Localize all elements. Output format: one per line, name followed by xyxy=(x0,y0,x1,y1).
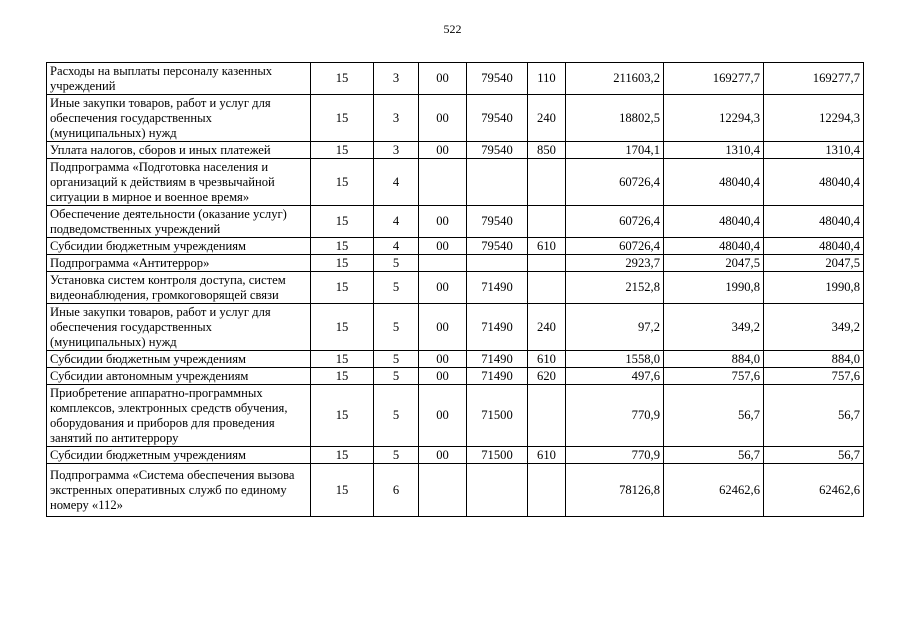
table-row xyxy=(47,159,864,206)
row-name: Приобретение аппаратно-программных комплексов, электронных средств обучения, оборудования и приборов для проведения занятий по антитеррору xyxy=(47,385,311,447)
table-row xyxy=(47,255,864,272)
value-2: 1990,8 xyxy=(664,272,764,304)
row-name: Обеспечение деятельности (оказание услуг) подведомственных учреждений xyxy=(47,206,311,238)
row-name: Подпрограмма «Система обеспечения вызова экстренных оперативных служб по единому номеру «112» xyxy=(47,464,311,517)
code-2: 3 xyxy=(374,95,419,142)
table-row xyxy=(47,238,864,255)
code-3: 00 xyxy=(419,385,467,447)
value-2: 2047,5 xyxy=(664,255,764,272)
table-row xyxy=(47,447,864,464)
code-5: 110 xyxy=(528,63,566,95)
value-2: 56,7 xyxy=(664,385,764,447)
code-2: 4 xyxy=(374,159,419,206)
table-row xyxy=(47,368,864,385)
value-3: 1990,8 xyxy=(764,272,864,304)
value-3: 2047,5 xyxy=(764,255,864,272)
budget-table xyxy=(46,62,864,517)
code-5 xyxy=(528,159,566,206)
value-2: 12294,3 xyxy=(664,95,764,142)
code-5 xyxy=(528,464,566,517)
code-1: 15 xyxy=(311,351,374,368)
code-1: 15 xyxy=(311,464,374,517)
table-row xyxy=(47,142,864,159)
row-name: Расходы на выплаты персоналу казенных учреждений xyxy=(47,63,311,95)
code-1: 15 xyxy=(311,63,374,95)
value-1: 2152,8 xyxy=(566,272,664,304)
value-2: 48040,4 xyxy=(664,238,764,255)
code-2: 5 xyxy=(374,272,419,304)
code-3: 00 xyxy=(419,206,467,238)
value-1: 97,2 xyxy=(566,304,664,351)
code-1: 15 xyxy=(311,447,374,464)
code-4 xyxy=(467,255,528,272)
table-row xyxy=(47,63,864,95)
code-3: 00 xyxy=(419,238,467,255)
code-5: 610 xyxy=(528,447,566,464)
code-4: 79540 xyxy=(467,142,528,159)
row-name: Установка систем контроля доступа, систем видеонаблюдения, громкоговорящей связи xyxy=(47,272,311,304)
code-5: 610 xyxy=(528,351,566,368)
code-4: 71490 xyxy=(467,272,528,304)
value-1: 211603,2 xyxy=(566,63,664,95)
value-3: 48040,4 xyxy=(764,159,864,206)
code-5 xyxy=(528,385,566,447)
code-1: 15 xyxy=(311,159,374,206)
row-name: Субсидии автономным учреждениям xyxy=(47,368,311,385)
code-3: 00 xyxy=(419,351,467,368)
code-4: 71500 xyxy=(467,447,528,464)
code-3 xyxy=(419,159,467,206)
value-2: 169277,7 xyxy=(664,63,764,95)
code-3: 00 xyxy=(419,63,467,95)
value-1: 60726,4 xyxy=(566,159,664,206)
value-1: 18802,5 xyxy=(566,95,664,142)
code-5: 240 xyxy=(528,304,566,351)
value-2: 349,2 xyxy=(664,304,764,351)
code-5: 850 xyxy=(528,142,566,159)
code-4: 71490 xyxy=(467,304,528,351)
value-3: 349,2 xyxy=(764,304,864,351)
row-name: Иные закупки товаров, работ и услуг для обеспечения государственных (муниципальных) нужд xyxy=(47,304,311,351)
code-3: 00 xyxy=(419,368,467,385)
value-2: 884,0 xyxy=(664,351,764,368)
code-3: 00 xyxy=(419,304,467,351)
table-row xyxy=(47,272,864,304)
value-3: 62462,6 xyxy=(764,464,864,517)
value-3: 12294,3 xyxy=(764,95,864,142)
code-2: 4 xyxy=(374,206,419,238)
code-4 xyxy=(467,159,528,206)
value-1: 60726,4 xyxy=(566,206,664,238)
value-1: 60726,4 xyxy=(566,238,664,255)
value-3: 884,0 xyxy=(764,351,864,368)
code-5: 620 xyxy=(528,368,566,385)
code-3 xyxy=(419,464,467,517)
value-2: 757,6 xyxy=(664,368,764,385)
code-1: 15 xyxy=(311,304,374,351)
code-5: 610 xyxy=(528,238,566,255)
row-name: Субсидии бюджетным учреждениям xyxy=(47,351,311,368)
code-2: 3 xyxy=(374,142,419,159)
code-1: 15 xyxy=(311,206,374,238)
code-1: 15 xyxy=(311,142,374,159)
row-name: Подпрограмма «Антитеррор» xyxy=(47,255,311,272)
code-4: 79540 xyxy=(467,63,528,95)
table-row xyxy=(47,304,864,351)
code-4: 71500 xyxy=(467,385,528,447)
code-2: 5 xyxy=(374,255,419,272)
table-row xyxy=(47,351,864,368)
row-name: Уплата налогов, сборов и иных платежей xyxy=(47,142,311,159)
code-3: 00 xyxy=(419,447,467,464)
code-2: 5 xyxy=(374,385,419,447)
code-5 xyxy=(528,272,566,304)
value-3: 1310,4 xyxy=(764,142,864,159)
table-row xyxy=(47,464,864,517)
code-3 xyxy=(419,255,467,272)
code-4 xyxy=(467,464,528,517)
value-1: 1704,1 xyxy=(566,142,664,159)
code-2: 5 xyxy=(374,368,419,385)
row-name: Субсидии бюджетным учреждениям xyxy=(47,238,311,255)
page-number: 522 xyxy=(443,22,462,36)
value-1: 770,9 xyxy=(566,385,664,447)
code-5: 240 xyxy=(528,95,566,142)
code-3: 00 xyxy=(419,142,467,159)
code-2: 5 xyxy=(374,351,419,368)
value-1: 497,6 xyxy=(566,368,664,385)
table-row xyxy=(47,95,864,142)
code-2: 4 xyxy=(374,238,419,255)
code-4: 79540 xyxy=(467,238,528,255)
row-name: Подпрограмма «Подготовка населения и организаций к действиям в чрезвычайной ситуации в мирное и военное время» xyxy=(47,159,311,206)
code-1: 15 xyxy=(311,272,374,304)
value-3: 56,7 xyxy=(764,385,864,447)
value-2: 48040,4 xyxy=(664,206,764,238)
row-name: Иные закупки товаров, работ и услуг для обеспечения государственных (муниципальных) нужд xyxy=(47,95,311,142)
code-1: 15 xyxy=(311,368,374,385)
value-3: 48040,4 xyxy=(764,238,864,255)
table-row xyxy=(47,206,864,238)
code-2: 5 xyxy=(374,304,419,351)
value-2: 1310,4 xyxy=(664,142,764,159)
code-1: 15 xyxy=(311,385,374,447)
code-1: 15 xyxy=(311,95,374,142)
value-2: 48040,4 xyxy=(664,159,764,206)
code-4: 79540 xyxy=(467,206,528,238)
table-row xyxy=(47,385,864,447)
value-1: 2923,7 xyxy=(566,255,664,272)
value-2: 56,7 xyxy=(664,447,764,464)
code-4: 71490 xyxy=(467,351,528,368)
value-3: 757,6 xyxy=(764,368,864,385)
value-1: 78126,8 xyxy=(566,464,664,517)
value-3: 56,7 xyxy=(764,447,864,464)
code-2: 3 xyxy=(374,63,419,95)
value-1: 1558,0 xyxy=(566,351,664,368)
code-1: 15 xyxy=(311,255,374,272)
code-2: 6 xyxy=(374,464,419,517)
code-2: 5 xyxy=(374,447,419,464)
code-4: 71490 xyxy=(467,368,528,385)
code-3: 00 xyxy=(419,95,467,142)
code-5 xyxy=(528,206,566,238)
value-3: 169277,7 xyxy=(764,63,864,95)
code-5 xyxy=(528,255,566,272)
value-2: 62462,6 xyxy=(664,464,764,517)
row-name: Субсидии бюджетным учреждениям xyxy=(47,447,311,464)
code-3: 00 xyxy=(419,272,467,304)
code-1: 15 xyxy=(311,238,374,255)
value-1: 770,9 xyxy=(566,447,664,464)
code-4: 79540 xyxy=(467,95,528,142)
value-3: 48040,4 xyxy=(764,206,864,238)
